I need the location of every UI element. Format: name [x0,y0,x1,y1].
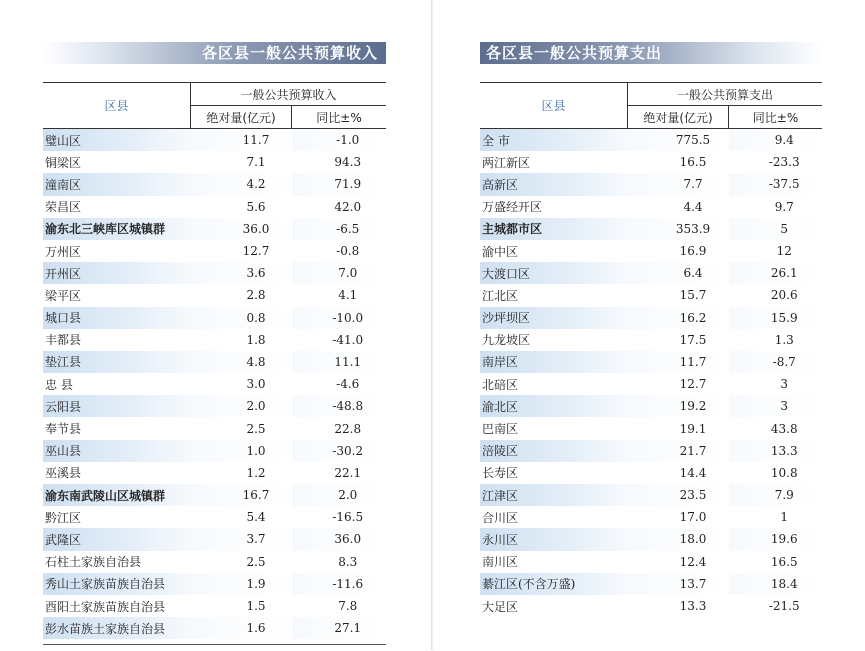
absolute-value-cell: 1.5 [246,599,266,614]
table-row [480,373,822,395]
yoy-change-cell: 3 [729,395,823,417]
yoy-change-cell: 27.1 [292,617,387,639]
table-row [43,551,386,573]
absolute-value-cell: 0.8 [191,307,292,329]
region-cell: 永川区 [480,528,628,550]
yoy-change-cell: 4.1 [338,288,358,303]
absolute-value-cell: 36.0 [191,218,292,240]
table-row [43,484,386,506]
absolute-value-cell: 16.7 [191,484,292,506]
yoy-change-cell: 13.3 [729,440,823,462]
absolute-header: 绝对量(亿元) [191,106,292,129]
expenditure-group-header: 一般公共预算支出 [628,83,823,106]
absolute-value-cell: 17.0 [679,510,707,525]
region-cell: 主城都市区 [480,218,628,240]
absolute-value-cell: 15.7 [679,288,707,303]
yoy-change-cell: 19.6 [729,528,823,550]
yoy-change-cell: 20.6 [770,288,798,303]
yoy-change-cell: -1.0 [292,129,387,152]
region-cell: 云阳县 [43,395,191,417]
yoy-change-cell: 3 [780,377,789,392]
table-row [43,129,386,152]
yoy-change-cell: -16.5 [332,510,364,525]
table-row [43,617,386,639]
region-header: 区县 [480,83,628,129]
region-cell: 江北区 [482,288,519,303]
yoy-change-cell: 7.0 [292,262,387,284]
table-row [43,395,386,417]
absolute-value-cell: 1.6 [191,617,292,639]
region-cell: 江津区 [480,484,628,506]
absolute-value-cell: 2.5 [246,554,266,569]
absolute-value-cell: 17.5 [679,332,707,347]
absolute-value-cell: 353.9 [628,218,729,240]
region-cell: 丰都县 [45,333,82,348]
absolute-header: 绝对量(亿元) [628,106,729,129]
absolute-value-cell: 4.2 [191,173,292,195]
region-cell: 南岸区 [480,351,628,373]
region-cell: 巫溪县 [45,466,82,481]
revenue-page [43,0,386,650]
yoy-change-cell: -0.8 [336,244,360,259]
yoy-change-cell: 8.3 [338,554,358,569]
table-row [480,351,822,373]
table-row [480,528,822,550]
revenue-table [43,82,386,639]
absolute-value-cell: 12.4 [679,554,707,569]
yoy-change-cell: -4.6 [336,377,360,392]
region-cell: 全 市 [480,129,628,152]
absolute-value-cell: 3.7 [191,528,292,550]
absolute-value-cell: 4.4 [683,199,703,214]
table-row [480,129,822,152]
yoy-change-cell: 18.4 [729,573,823,595]
yoy-change-cell: 22.8 [334,421,362,436]
absolute-value-cell: 19.1 [679,421,707,436]
yoy-change-cell: 15.9 [729,307,823,329]
table-row [480,240,822,262]
region-cell: 酉阳土家族苗族自治县 [45,599,166,614]
region-cell: 万盛经开区 [482,200,543,215]
revenue-group-header: 一般公共预算收入 [191,83,387,106]
absolute-value-cell: 2.0 [191,395,292,417]
region-cell: 綦江区(不含万盛) [480,573,628,595]
region-cell: 巫山县 [43,440,191,462]
region-cell: 九龙坡区 [482,333,531,348]
yoy-change-cell: 94.3 [334,155,362,170]
absolute-value-cell: 16.2 [628,307,729,329]
region-cell: 长寿区 [482,466,519,481]
region-cell: 石柱土家族自治县 [45,555,142,570]
region-cell: 忠 县 [45,377,73,392]
absolute-value-cell: 5.4 [246,510,266,525]
revenue-table-body [43,129,386,640]
region-cell: 城口县 [43,307,191,329]
table-row [480,307,822,329]
yoy-change-cell: 9.7 [774,199,794,214]
yoy-change-cell: 1.3 [774,332,794,347]
region-cell: 奉节县 [45,422,82,437]
absolute-value-cell: 12.7 [679,377,707,392]
absolute-value-cell: 13.3 [679,599,707,614]
absolute-value-cell: 7.7 [628,173,729,195]
table-row [480,395,822,417]
yoy-change-cell: 10.8 [770,465,798,480]
revenue-title-banner [43,42,386,64]
absolute-value-cell: 11.7 [191,129,292,152]
region-cell: 万州区 [45,244,82,259]
table-row [43,595,386,617]
table-row [480,551,822,573]
region-cell: 铜梁区 [45,155,82,170]
yoy-header: 同比±% [292,106,387,129]
table-row [43,173,386,195]
yoy-change-cell: 2.0 [292,484,387,506]
absolute-value-cell: 16.9 [679,244,707,259]
yoy-change-cell: -37.5 [729,173,823,195]
yoy-change-cell: 42.0 [334,199,362,214]
region-cell: 垫江县 [43,351,191,373]
table-row [480,218,822,240]
yoy-header: 同比±% [729,106,823,129]
yoy-change-cell: 36.0 [292,528,387,550]
region-cell: 涪陵区 [480,440,628,462]
region-header: 区县 [43,83,191,129]
table-row [43,284,386,306]
table-row [480,595,822,617]
absolute-value-cell: 23.5 [628,484,729,506]
table-row [480,462,822,484]
table-row [480,506,822,528]
page-gutter [431,0,433,650]
absolute-value-cell: 16.5 [679,155,707,170]
yoy-change-cell: -10.0 [292,307,387,329]
table-row [480,284,822,306]
absolute-value-cell: 4.8 [191,351,292,373]
yoy-change-cell: 9.4 [729,129,823,152]
region-cell: 合川区 [482,510,519,525]
yoy-change-cell: -8.7 [729,351,823,373]
table-row [43,573,386,595]
region-cell: 渝东北三峡库区城镇群 [43,218,191,240]
table-row [43,528,386,550]
expenditure-table [480,82,822,617]
region-cell: 潼南区 [43,173,191,195]
table-row [43,440,386,462]
yoy-change-cell: -11.6 [292,573,387,595]
table-row [43,462,386,484]
table-row [480,329,822,351]
yoy-change-cell: 16.5 [770,554,798,569]
table-row [480,173,822,195]
expenditure-page [480,0,822,650]
table-row [43,151,386,173]
absolute-value-cell: 1.2 [246,465,266,480]
yoy-change-cell: -41.0 [332,332,364,347]
absolute-value-cell: 11.7 [628,351,729,373]
yoy-change-cell: 71.9 [292,173,387,195]
table-row [43,262,386,284]
absolute-value-cell: 6.4 [628,262,729,284]
yoy-change-cell: 26.1 [729,262,823,284]
absolute-value-cell: 775.5 [628,129,729,152]
yoy-change-cell: -6.5 [292,218,387,240]
table-row [43,351,386,373]
region-cell: 梁平区 [45,288,82,303]
absolute-value-cell: 1.0 [191,440,292,462]
yoy-change-cell: -48.8 [292,395,387,417]
table-row [43,329,386,351]
expenditure-table-body [480,129,822,618]
table-row [480,262,822,284]
absolute-value-cell: 3.0 [246,377,266,392]
region-cell: 荣昌区 [45,200,82,215]
absolute-value-cell: 5.6 [246,199,266,214]
yoy-change-cell: 5 [729,218,823,240]
expenditure-title-banner [480,42,822,64]
yoy-change-cell: 7.8 [338,599,358,614]
region-cell: 高新区 [480,173,628,195]
expenditure-title: 各区县一般公共预算支出 [486,44,663,62]
yoy-change-cell: 22.1 [334,465,362,480]
absolute-value-cell: 14.4 [679,465,707,480]
table-row [43,240,386,262]
table-row [43,218,386,240]
region-cell: 渝中区 [482,244,519,259]
yoy-change-cell: 43.8 [770,421,798,436]
absolute-value-cell: 18.0 [628,528,729,550]
absolute-value-cell: 1.9 [191,573,292,595]
absolute-value-cell: 2.8 [246,288,266,303]
table-row [480,417,822,439]
region-cell: 大渡口区 [480,262,628,284]
region-cell: 渝东南武陵山区城镇群 [43,484,191,506]
region-cell: 渝北区 [480,395,628,417]
region-cell: 两江新区 [482,155,531,170]
yoy-change-cell: -30.2 [292,440,387,462]
region-cell: 黔江区 [45,510,82,525]
region-cell: 璧山区 [43,129,191,152]
yoy-change-cell: -21.5 [768,599,800,614]
region-cell: 南川区 [482,555,519,570]
table-row [43,373,386,395]
table-row [43,196,386,218]
absolute-value-cell: 7.1 [246,155,266,170]
absolute-value-cell: 12.7 [242,244,270,259]
absolute-value-cell: 3.6 [191,262,292,284]
absolute-value-cell: 1.8 [246,332,266,347]
absolute-value-cell: 19.2 [628,395,729,417]
table-row [480,573,822,595]
region-cell: 巴南区 [482,422,519,437]
yoy-change-cell: 7.9 [729,484,823,506]
region-cell: 开州区 [43,262,191,284]
yoy-change-cell: -23.3 [768,155,800,170]
table-row [480,196,822,218]
yoy-change-cell: 12 [776,244,792,259]
region-cell: 彭水苗族土家族自治县 [43,617,191,639]
region-cell: 北碚区 [482,377,519,392]
region-cell: 大足区 [482,599,519,614]
yoy-change-cell: 11.1 [292,351,387,373]
table-row [43,307,386,329]
region-cell: 沙坪坝区 [480,307,628,329]
absolute-value-cell: 13.7 [628,573,729,595]
table-row [480,484,822,506]
region-cell: 武隆区 [43,528,191,550]
revenue-title: 各区县一般公共预算收入 [201,44,378,62]
table-row [43,417,386,439]
yoy-change-cell: 1 [780,510,789,525]
absolute-value-cell: 21.7 [628,440,729,462]
table-row [43,506,386,528]
region-cell: 秀山土家族苗族自治县 [43,573,191,595]
table-row [480,151,822,173]
table-row [480,440,822,462]
absolute-value-cell: 2.5 [246,421,266,436]
